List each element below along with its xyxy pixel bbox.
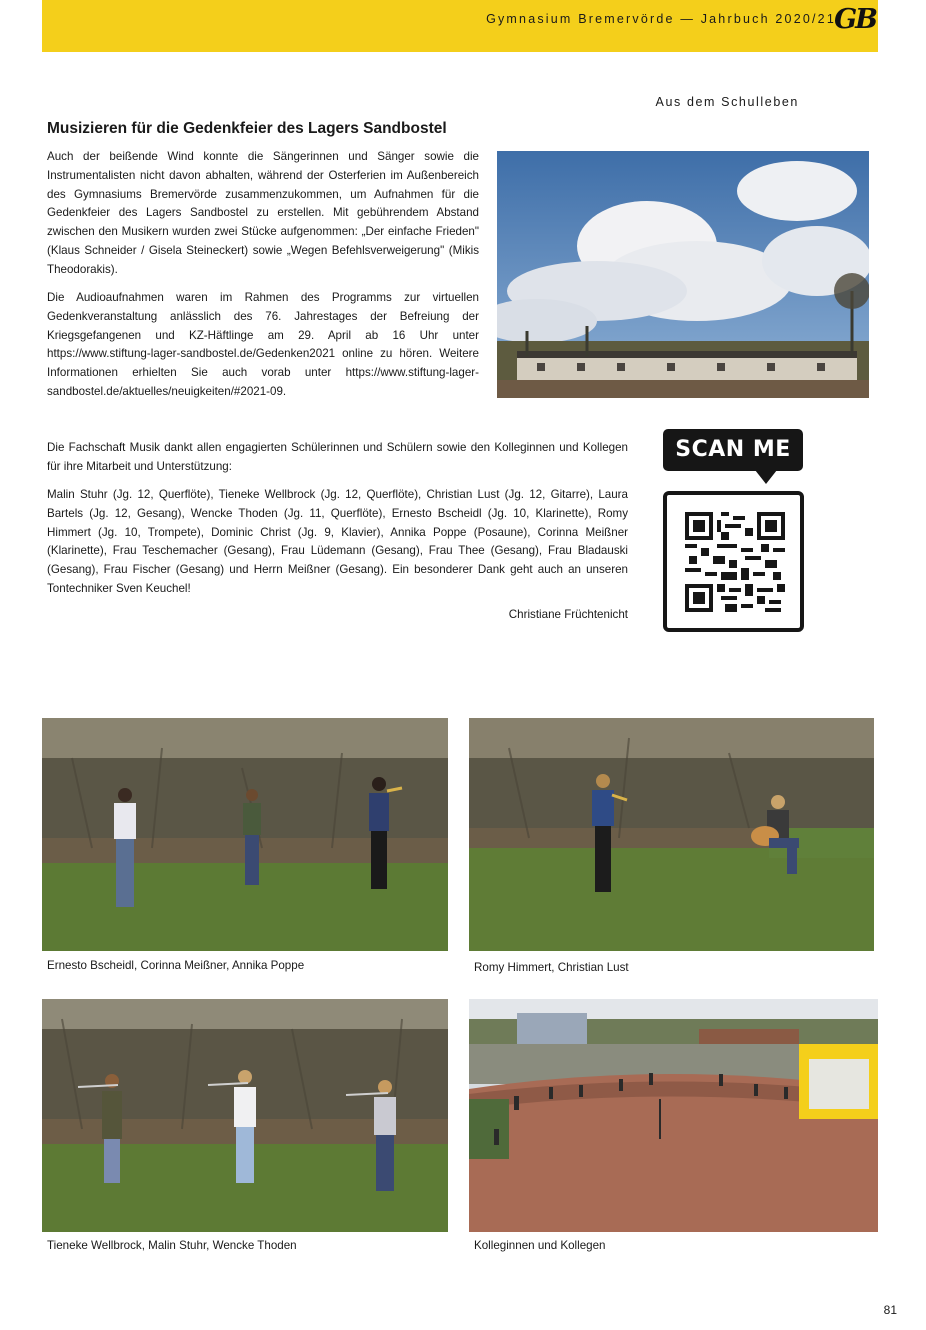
article-paragraph-1: Auch der beißende Wind konnte die Sängerinnen und Sänger sowie die Instrumentalisten nicht davon abhalten, während der Osterferien im Außenbereich des Gymnasiums Bremervörde zusammenzukommen, um Aufnahmen für die Gedenkfeier des Lagers Sandbostel zu erstellen. Mit gebührendem Abstand zwischen den Musikern wurden zwei Stücke aufgenommen: „Der einfache Frieden" (Klaus Schneider / Gisela Steineckert) sowie „Wegen Befehlsverweigerung" (Mikis Theodorakis). <box>47 150 479 276</box>
photo-trumpet-guitar <box>469 718 874 951</box>
header-title: Gymnasium Bremervörde — Jahrbuch 2020/21 <box>486 12 836 26</box>
qr-code-frame[interactable] <box>663 491 804 632</box>
qr-code-icon <box>685 512 785 612</box>
caption-photo-3: Tieneke Wellbrock, Malin Stuhr, Wencke Thoden <box>47 1239 297 1252</box>
article-author: Christiane Früchtenicht <box>508 608 628 621</box>
article-title: Musizieren für die Gedenkfeier des Lagers Sandbostel <box>47 120 447 137</box>
article-paragraph-4: Malin Stuhr (Jg. 12, Querflöte), Tieneke Wellbrock (Jg. 12, Querflöte), Christian Lust (Jg. 12, Gitarre), Laura Bartels (Jg. 12, Gesang), Wencke Thoden (Jg. 11, Querflöte), Ernesto Bscheidl (Jg. 10, Klarinette), Romy Himmert (Jg. 10, Trompete), Dominic Christ (Jg. 9, Klavier), Annika Poppe (Posaune), Corinna Meißner (Klarinette), Frau Teschemacher (Gesang), Frau Lüdemann (Gesang), Frau Thee (Gesang), Frau Bladauski (Gesang), Frau Fischer (Gesang) und Herrn Meißner (Gesang). Ein besonderer Dank geht auch an unseren Tontechniker Sven Keuchel! <box>47 488 628 595</box>
photo-musicians-clarinet-trombone <box>42 718 448 951</box>
scan-me-badge: SCAN ME <box>663 429 803 471</box>
section-label: Aus dem Schulleben <box>655 95 799 109</box>
caption-photo-1: Ernesto Bscheidl, Corinna Meißner, Annika Poppe <box>47 959 305 972</box>
page-number: 81 <box>883 1303 897 1317</box>
school-logo: GB <box>834 4 876 35</box>
article-paragraph-3: Die Fachschaft Musik dankt allen engagierten Schülerinnen und Schülern sowie den Kolleginnen und Kollegen für ihre Mitarbeit und Unterstützung: <box>47 441 628 473</box>
scan-me-pointer <box>755 470 777 484</box>
caption-photo-2: Romy Himmert, Christian Lust <box>474 961 629 974</box>
photo-flutists <box>42 999 448 1232</box>
caption-photo-4: Kolleginnen und Kollegen <box>474 1239 606 1252</box>
header-bar <box>42 0 878 52</box>
photo-camp-barracks <box>497 151 869 398</box>
article-paragraph-2: Die Audioaufnahmen waren im Rahmen des Programms zur virtuellen Gedenkveranstaltung anlässlich des 76. Jahrestages der Befreiung der Kriegsgefangenen und KZ-Häftlinge am 29. April ab 16 Uhr unter https://www.stiftung-lager-sandbostel.de/Gedenken2021 online zu hören. Weitere Informationen erhielten Sie auch vorab unter https://www.stiftung-lager-sandbostel.de/aktuelles/neuigkeiten/#2021-09. <box>47 291 479 398</box>
photo-school-courtyard <box>469 999 878 1232</box>
